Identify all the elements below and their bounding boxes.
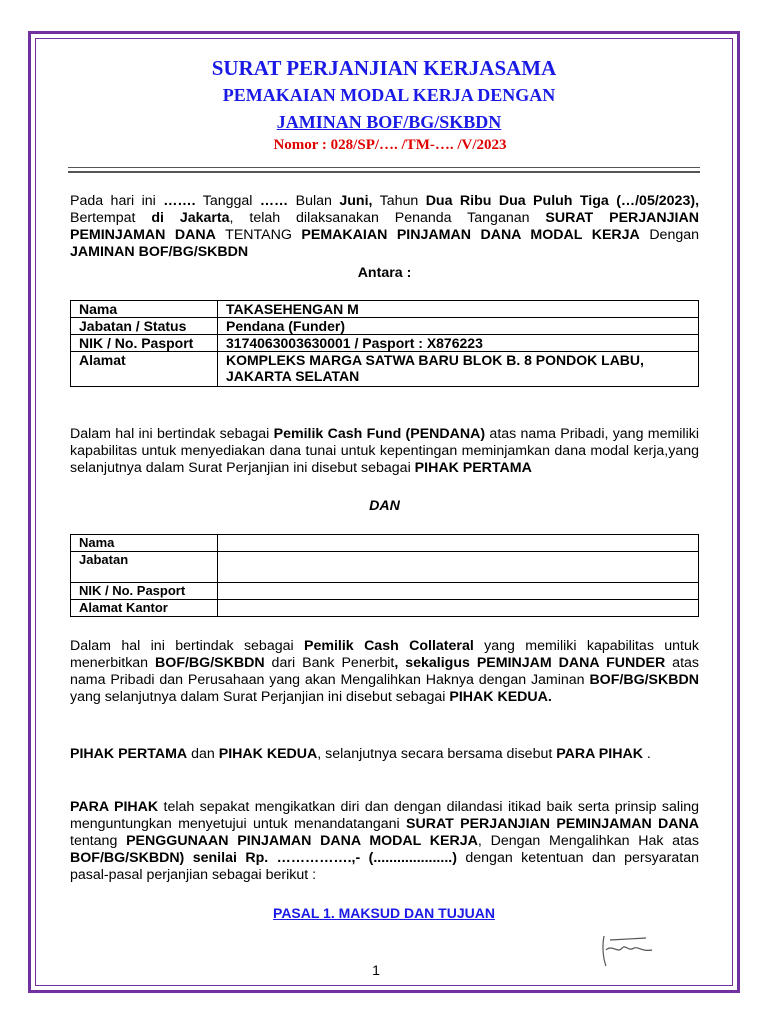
party2-alamat-label: Alamat Kantor — [71, 600, 218, 617]
table-row — [71, 335, 699, 352]
party1-alamat-label: Alamat — [71, 352, 218, 387]
table-row — [71, 318, 699, 335]
document-subtitle-1: PEMAKAIAN MODAL KERJA DENGAN — [222, 85, 556, 105]
page-number: 1 — [372, 962, 380, 978]
dan-separator: DAN — [369, 498, 400, 514]
party1-alamat-value: KOMPLEKS MARGA SATWA BARU BLOK B. 8 PONDOK LABU, JAKARTA SELATAN — [218, 352, 699, 387]
party2-jabatan-label: Jabatan — [71, 552, 218, 583]
table-row — [71, 552, 699, 583]
table-row — [71, 301, 699, 318]
table-row — [71, 352, 699, 387]
party2-alamat-value — [218, 600, 699, 617]
party2-nik-label: NIK / No. Pasport — [71, 583, 218, 600]
party1-name-label: Nama — [71, 301, 218, 318]
document-subtitle-2: JAMINAN BOF/BG/SKBDN — [276, 112, 502, 132]
agreement-paragraph: PARA PIHAK telah sepakat mengikatkan diri dan dengan dilandasi itikad baik serta prinsip saling menguntungkan menyetujui untuk menandatangani SURAT PERJANJIAN PEMINJAMAN DANA tentang PENGGUNAAN PINJAMAN DANA MODAL KERJA, Dengan Mengalihkan Hak atas BOF/BG/SKBDN) senilai Rp. …………….,- (....................) dengan ketentuan dan persyaratan pasal-pasal perjanjian sebagai berikut : — [70, 799, 700, 883]
party1-description: Dalam hal ini bertindak sebagai Pemilik Cash Fund (PENDANA) atas nama Pribadi, yang memiliki kapabilitas untuk menyediakan dana tunai untuk kepentingan meminjamkan dana modal kerja,yang selanjutnya dalam Surat Perjanjian ini disebut sebagai PIHAK PERTAMA — [70, 426, 699, 476]
document-title: SURAT PERJANJIAN KERJASAMA — [211, 56, 557, 80]
party2-jabatan-value — [218, 552, 699, 583]
party1-jabatan-value: Pendana (Funder) — [218, 318, 699, 335]
party1-nik-label: NIK / No. Pasport — [71, 335, 218, 352]
party1-nik-value: 3174063003630001 / Pasport : X876223 — [218, 335, 699, 352]
party2-name-value — [218, 535, 699, 552]
table-row — [71, 583, 699, 600]
para-pihak-paragraph: PIHAK PERTAMA dan PIHAK KEDUA, selanjutnya secara bersama disebut PARA PIHAK . — [70, 746, 651, 762]
antara-label: Antara : — [357, 265, 412, 281]
party2-nik-value — [218, 583, 699, 600]
party1-table — [70, 300, 699, 387]
table-row — [71, 600, 699, 617]
document-number: Nomor : 028/SP/…. /TM-…. /V/2023 — [273, 137, 507, 153]
table-row — [71, 535, 699, 552]
intro-paragraph: Pada hari ini ……. Tanggal …… Bulan Juni, Tahun Dua Ribu Dua Puluh Tiga (…/05/2023), Bertempat di Jakarta, telah dilaksanakan Penanda Tanganan SURAT PERJANJIAN PEMINJAMAN DANA TENTANG PEMAKAIAN PINJAMAN DANA MODAL KERJA Dengan JAMINAN BOF/BG/SKBDN — [70, 193, 700, 260]
party2-name-label: Nama — [71, 535, 218, 552]
party1-jabatan-label: Jabatan / Status — [71, 318, 218, 335]
header-divider-thick — [68, 171, 700, 173]
party2-table — [70, 534, 699, 617]
pasal-1-heading: PASAL 1. MAKSUD DAN TUJUAN — [273, 905, 495, 921]
party2-description: Dalam hal ini bertindak sebagai Pemilik Cash Collateral yang memiliki kapabilitas untuk menerbitkan BOF/BG/SKBDN dari Bank Penerbit, sekaligus PEMINJAM DANA FUNDER atas nama Pribadi dan Perusahaan yang akan Mengalihkan Haknya dengan Jaminan BOF/BG/SKBDN yang selanjutnya dalam Surat Perjanjian ini disebut sebagai PIHAK KEDUA. — [70, 638, 699, 705]
header-divider-thin — [68, 167, 700, 168]
party1-name-value: TAKASEHENGAN M — [218, 301, 699, 318]
